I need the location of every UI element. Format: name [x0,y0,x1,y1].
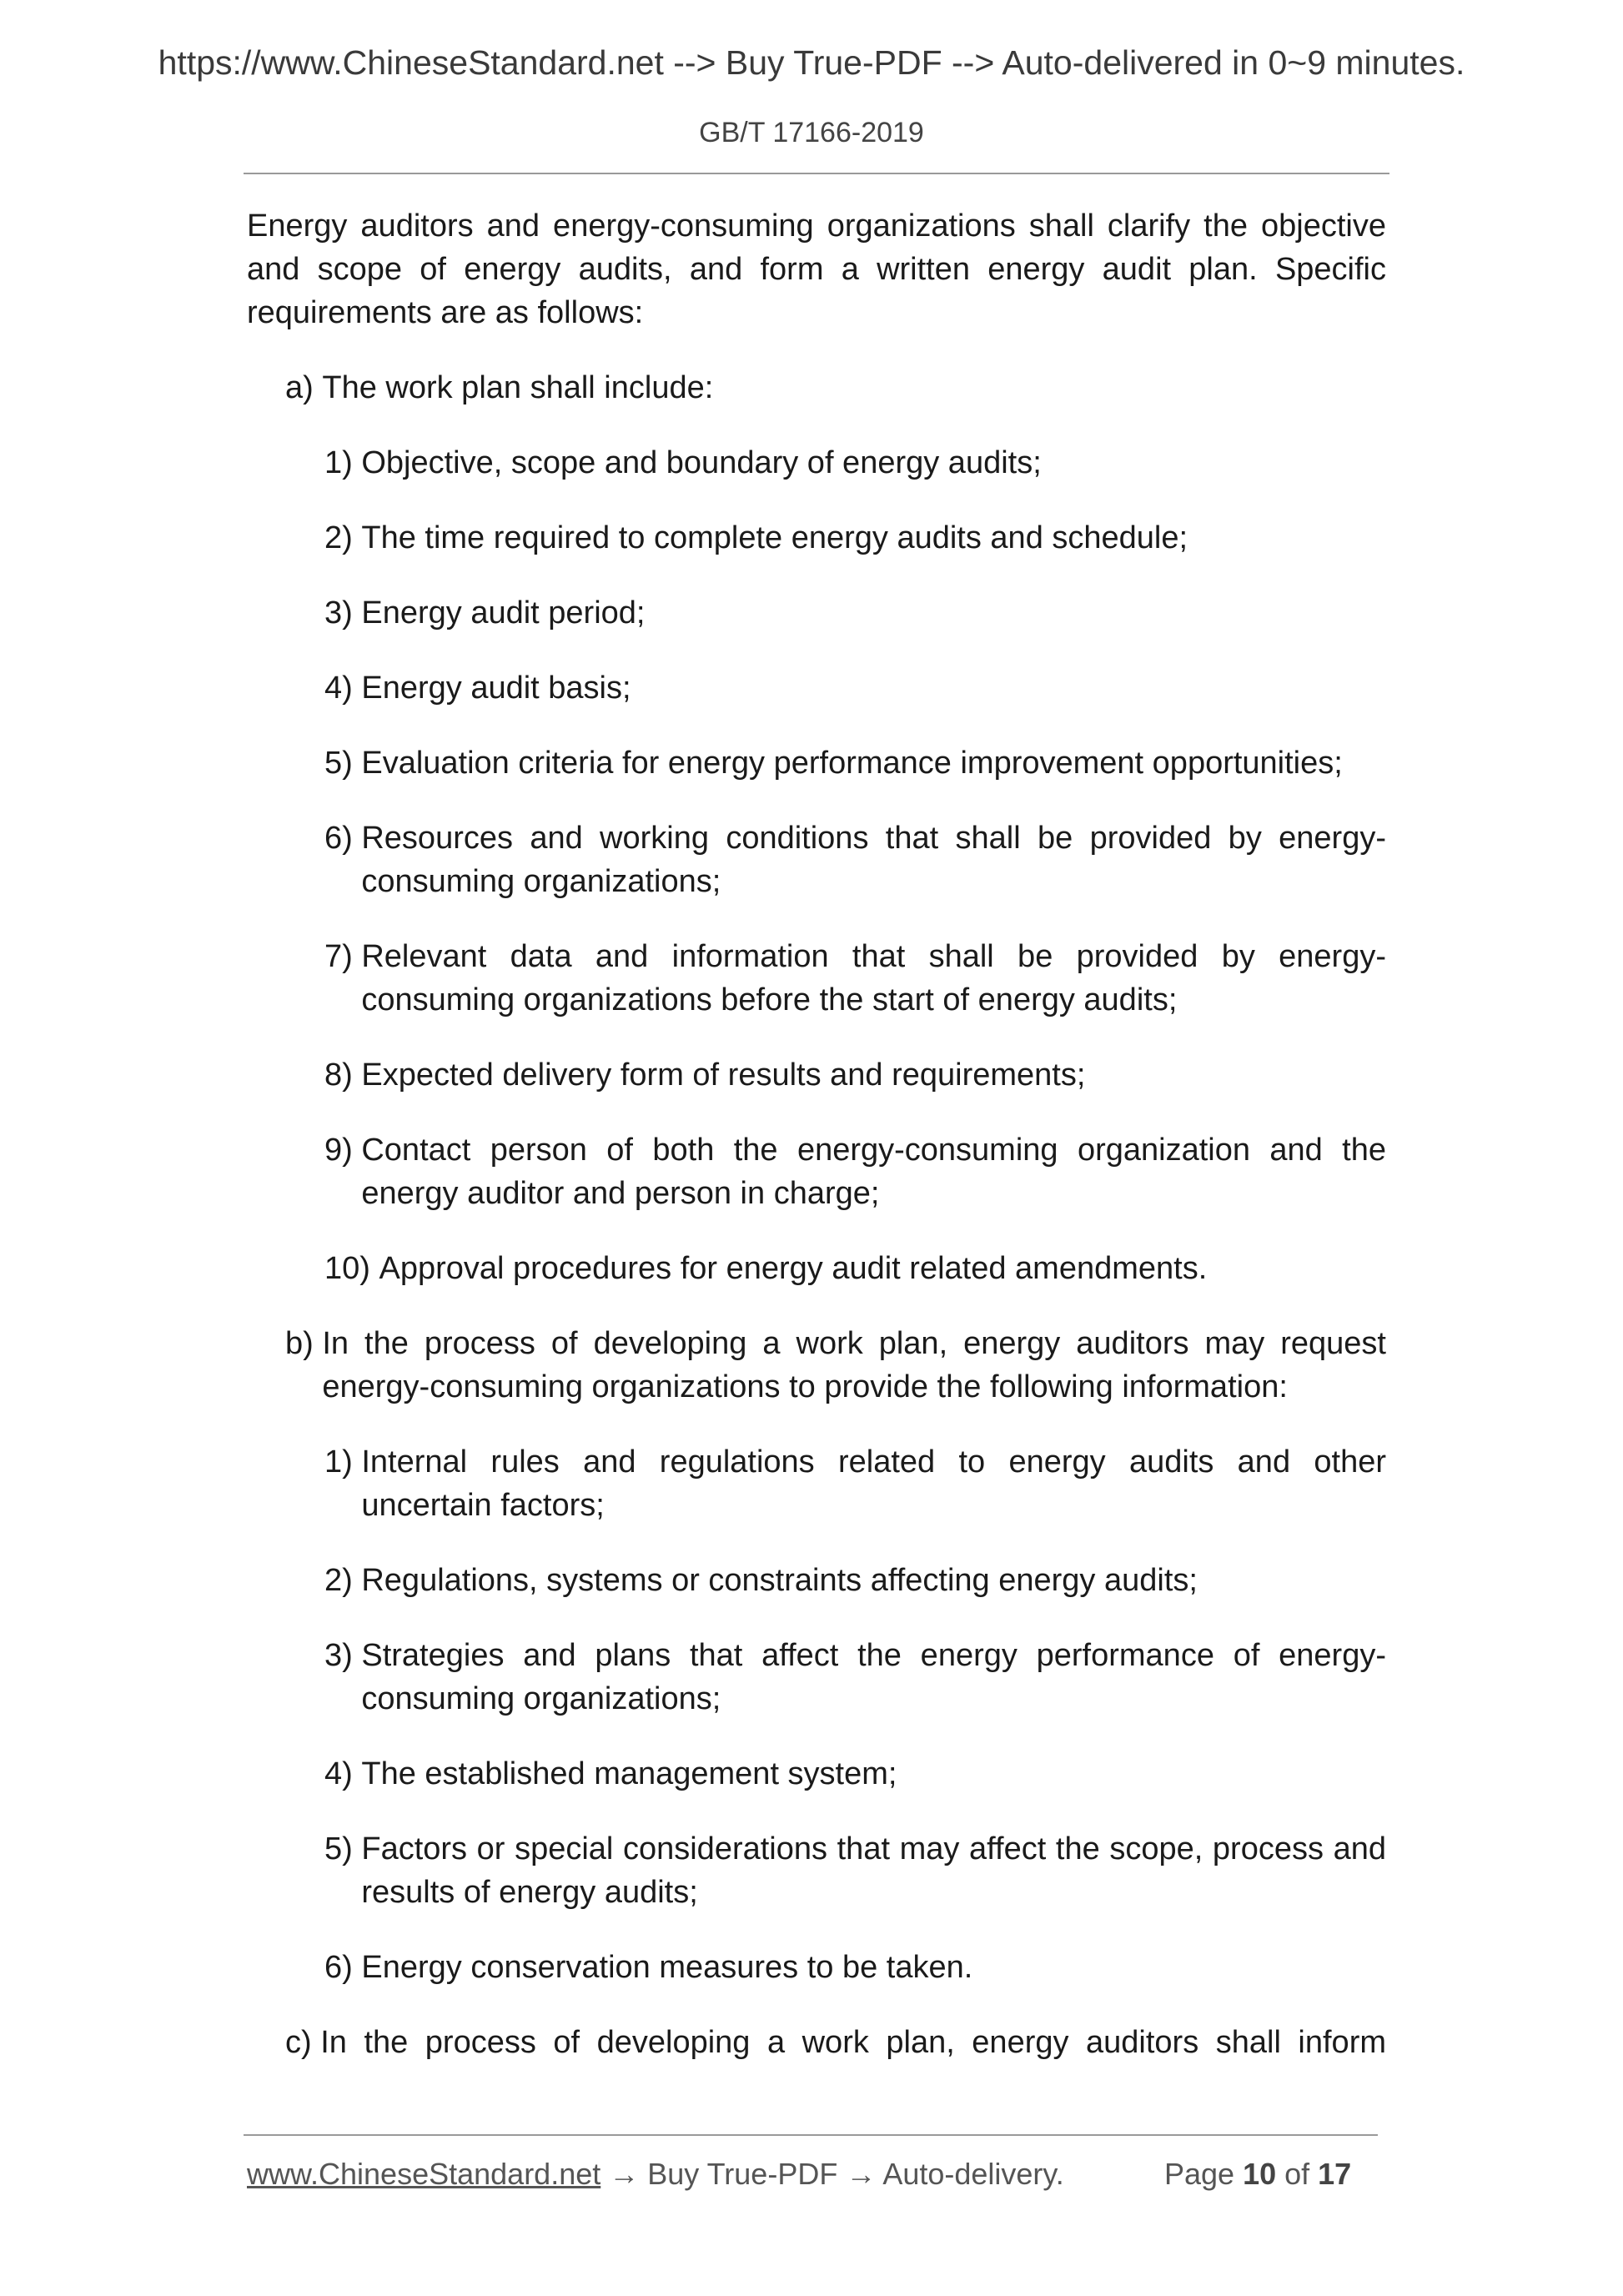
item-number: 3) [324,1638,353,1673]
item-number: 6) [324,1950,353,1985]
item-number: 2) [324,1563,353,1598]
footer-link[interactable]: www.ChineseStandard.net [247,2157,601,2191]
list-item [324,1634,1386,1721]
item-text: Expected delivery form of results and requirements; [361,1058,1086,1093]
section-b-label: b) [285,1326,314,1361]
item-number: 9) [324,1133,353,1168]
list-item [324,1247,1386,1290]
intro-paragraph: Energy auditors and energy-consuming organizations shall clarify the objective and scope of energy audits, and form a written energy audit plan. Specific requirements are as follows: [247,208,1386,330]
section-a-label: a) [285,370,314,405]
list-item [324,935,1386,1022]
list-item [324,1752,1386,1796]
item-text: Objective, scope and boundary of energy audits; [361,445,1042,480]
section-b [285,1322,1386,1409]
item-text: Strategies and plans that affect the energy performance of energy-consuming organizations; [361,1638,1386,1716]
section-c [285,2021,1386,2064]
page-of: of [1276,2157,1319,2191]
list-item [324,741,1386,785]
footer-tagline: → Buy True-PDF → Auto-delivery. [600,2157,1064,2191]
item-text: Regulations, systems or constraints affecting energy audits; [361,1563,1198,1598]
item-number: 8) [324,1058,353,1093]
item-text: Factors or special considerations that may affect the scope, process and results of energy audits; [361,1831,1386,1910]
list-item [324,1053,1386,1097]
section-c-label: c) [285,2025,312,2060]
list-item [324,1827,1386,1914]
section-b-text: In the process of developing a work plan, energy auditors may request energy-consuming organizations to provide the following information: [322,1326,1386,1404]
page-footer [247,2157,1386,2192]
standard-code: GB/T 17166-2019 [699,117,924,148]
section-a [285,366,1386,409]
item-number: 5) [324,746,353,781]
section-a-text: The work plan shall include: [322,370,714,405]
item-text: Energy audit basis; [361,671,631,706]
list-item [324,1440,1386,1527]
item-number: 1) [324,1444,353,1480]
current-page: 10 [1243,2157,1277,2191]
list-item [324,666,1386,710]
item-text: Energy conservation measures to be taken. [361,1950,973,1985]
list-item [324,1559,1386,1602]
page-prefix: Page [1164,2157,1244,2191]
list-item [324,1946,1386,1989]
item-text: The established management system; [361,1756,897,1791]
item-text: Approval procedures for energy audit related amendments. [379,1251,1208,1286]
item-text: Contact person of both the energy-consuming organization and the energy auditor and person in charge; [361,1133,1386,1211]
item-text: Evaluation criteria for energy performance improvement opportunities; [361,746,1343,781]
list-item [324,441,1386,485]
item-text: Relevant data and information that shall be provided by energy-consuming organizations before the start of energy audits; [361,939,1386,1017]
item-number: 4) [324,1756,353,1791]
footer-divider [244,2134,1378,2136]
top-banner: https://www.ChineseStandard.net --> Buy True-PDF --> Auto-delivered in 0~9 minutes. [158,43,1465,82]
item-number: 5) [324,1831,353,1866]
list-item [324,816,1386,903]
header-divider [244,173,1389,174]
item-number: 1) [324,445,353,480]
item-number: 6) [324,821,353,856]
total-pages: 17 [1318,2157,1352,2191]
page-number [1164,2157,1351,2192]
item-text: Resources and working conditions that shall be provided by energy-consuming organizations; [361,821,1386,899]
item-text: Energy audit period; [361,595,646,631]
item-number: 2) [324,520,353,555]
item-number: 3) [324,595,353,631]
item-text: The time required to complete energy audits and schedule; [361,520,1188,555]
section-c-text: In the process of developing a work plan, energy auditors shall inform [320,2025,1386,2060]
item-text: Internal rules and regulations related to energy audits and other uncertain factors; [361,1444,1386,1523]
item-number: 4) [324,671,353,706]
item-number: 10) [324,1251,370,1286]
list-item [324,516,1386,560]
list-item [324,591,1386,635]
item-number: 7) [324,939,353,974]
page-content [247,204,1386,2064]
list-item [324,1128,1386,1215]
